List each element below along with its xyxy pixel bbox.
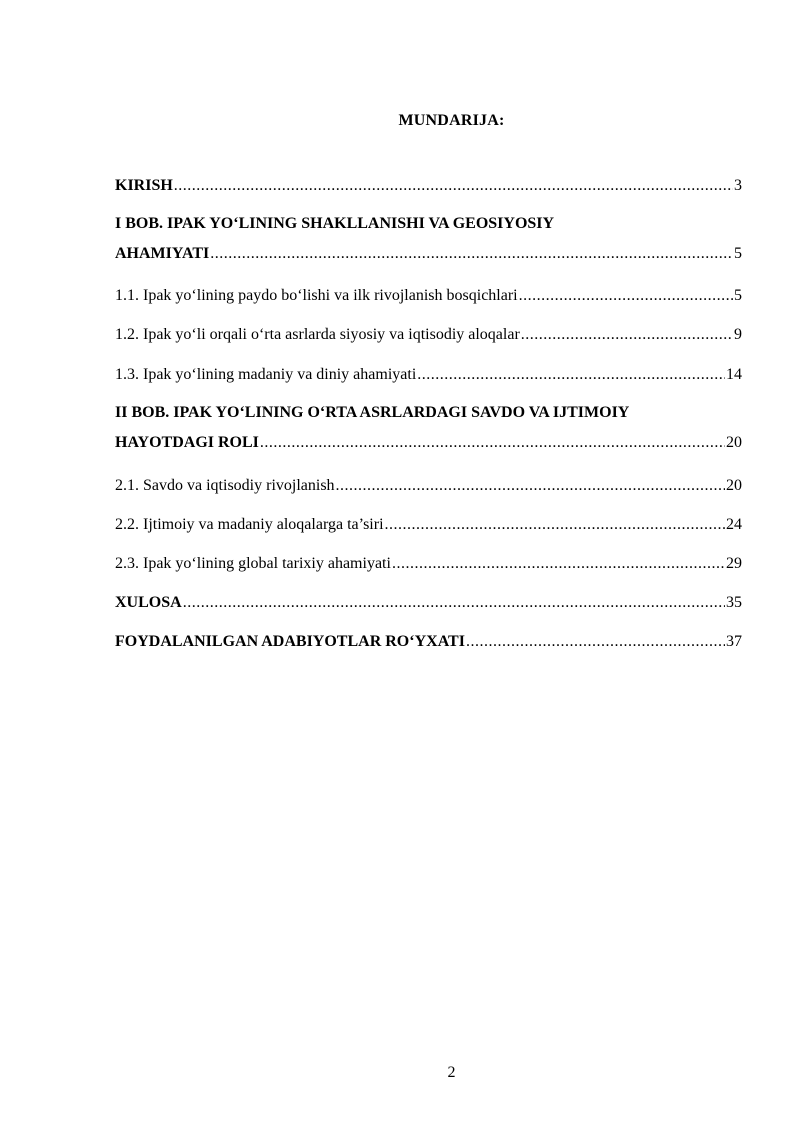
toc-entry-label: 1.2. Ipak yo‘li orqali o‘rta asrlarda siyosiy va iqtisodiy aloqalar — [115, 326, 520, 343]
toc-entry-page: 5 — [734, 245, 742, 262]
dot-leader — [385, 515, 725, 535]
toc-entry-page: 20 — [726, 477, 742, 494]
dot-leader — [260, 433, 725, 453]
toc-entry-page: 24 — [726, 516, 742, 533]
toc-entry-chapter-2[interactable] — [115, 403, 742, 453]
dot-leader — [519, 286, 733, 306]
toc-entry-label: 2.1. Savdo va iqtisodiy rivojlanish — [115, 477, 335, 494]
toc-entry-section-1-1[interactable] — [115, 286, 742, 306]
dot-leader — [521, 325, 733, 345]
toc-entry-label: 2.3. Ipak yo‘lining global tarixiy ahamiyati — [115, 555, 391, 572]
toc-entry-section-2-3[interactable] — [115, 554, 742, 574]
toc-entry-label: KIRISH — [115, 177, 173, 194]
toc-entry-page: 37 — [726, 633, 742, 650]
toc-entry-label: 1.1. Ipak yo‘lining paydo bo‘lishi va ilk rivojlanish bosqichlari — [115, 287, 518, 304]
toc-entry-page: 35 — [726, 594, 742, 611]
toc-entry-page: 5 — [734, 287, 742, 304]
toc-entry-page: 29 — [726, 555, 742, 572]
toc-entry-page: 20 — [726, 434, 742, 451]
dot-leader — [392, 554, 725, 574]
toc-entry-label: AHAMIYATI — [115, 245, 210, 262]
toc-entry-label: 1.3. Ipak yo‘lining madaniy va diniy ahamiyati — [115, 366, 417, 383]
toc-entry-section-1-2[interactable] — [115, 325, 742, 345]
toc-entry-label: FOYDALANILGAN ADABIYOTLAR RO‘YXATI — [115, 633, 465, 650]
toc-entry-label: HAYOTDAGI ROLI — [115, 434, 259, 451]
toc-entry-page: 3 — [734, 177, 742, 194]
toc-entry-xulosa[interactable] — [115, 593, 742, 613]
toc-entry-label-line1: I BOB. IPAK YO‘LINING SHAKLLANISHI VA GEOSIYOSIY — [115, 215, 555, 232]
toc-title: MUNDARIJA: — [398, 112, 505, 129]
toc-entry-section-1-3[interactable] — [115, 365, 742, 385]
dot-leader — [210, 244, 733, 264]
toc-entry-bibliography[interactable] — [115, 632, 742, 652]
toc-entry-section-2-2[interactable] — [115, 515, 742, 535]
toc-entry-section-2-1[interactable] — [115, 476, 742, 496]
dot-leader — [417, 365, 725, 385]
toc-entry-chapter-1[interactable] — [115, 214, 742, 264]
dot-leader — [174, 176, 733, 196]
toc-entry-page: 14 — [726, 366, 742, 383]
page-number: 2 — [447, 1064, 456, 1081]
toc-entry-page: 9 — [734, 326, 742, 343]
toc-entry-kirish[interactable] — [115, 176, 742, 196]
dot-leader — [466, 632, 725, 652]
dot-leader — [183, 593, 725, 613]
toc-entry-label: 2.2. Ijtimoiy va madaniy aloqalarga ta’siri — [115, 516, 384, 533]
dot-leader — [336, 476, 725, 496]
toc-entry-label-line1: II BOB. IPAK YO‘LINING O‘RTA ASRLARDAGI SAVDO VA IJTIMOIY — [115, 404, 630, 421]
toc-entry-label: XULOSA — [115, 594, 182, 611]
